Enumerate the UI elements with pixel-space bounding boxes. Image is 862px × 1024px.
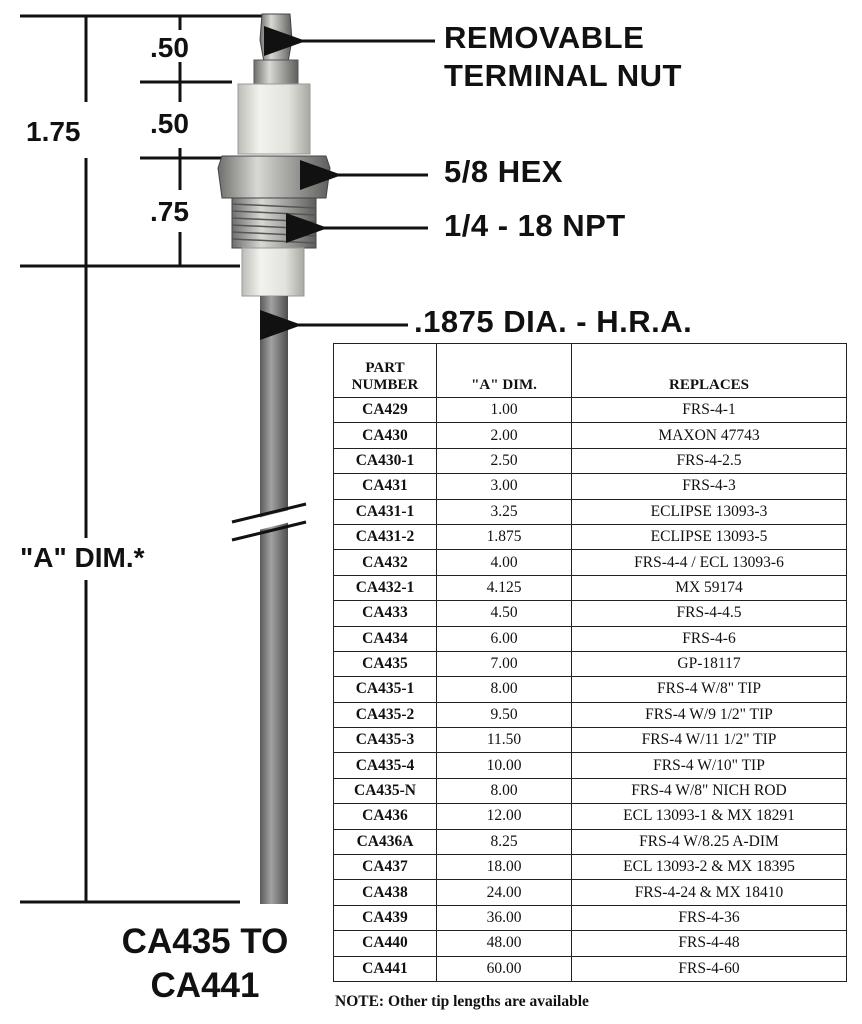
part-number-cell: CA435-1 [334,677,437,702]
a-dim-cell: 12.00 [437,804,572,829]
replaces-cell: FRS-4-4 / ECL 13093-6 [572,550,847,575]
a-dim-cell: 24.00 [437,880,572,905]
replaces-cell: ECLIPSE 13093-3 [572,499,847,524]
hex-label: 5/8 HEX [444,154,563,189]
a-dim-cell: 4.125 [437,575,572,600]
replaces-cell: FRS-4 W/9 1/2" TIP [572,702,847,727]
table-row [334,601,847,626]
dimension-lines [20,16,275,902]
part-number-cell: CA434 [334,626,437,651]
a-dim-cell: 48.00 [437,931,572,956]
part-number-cell: CA441 [334,956,437,981]
replaces-cell: FRS-4 W/11 1/2" TIP [572,728,847,753]
replaces-cell: FRS-4-4.5 [572,601,847,626]
table-row [334,499,847,524]
terminal-nut-label-line1: REMOVABLE [444,20,645,55]
hex-body [218,156,330,198]
replaces-cell: FRS-4-36 [572,905,847,930]
table-row [334,702,847,727]
table-row [334,728,847,753]
table-row [334,524,847,549]
total-height-dimension: 1.75 [26,116,81,147]
header-part-number: PART NUMBER [334,344,437,398]
a-dim-cell: 9.50 [437,702,572,727]
replaces-cell: FRS-4-1 [572,398,847,423]
part-number-cell: CA431-1 [334,499,437,524]
part-number-cell: CA432-1 [334,575,437,600]
a-dim-cell: 18.00 [437,855,572,880]
a-dim-cell: 3.25 [437,499,572,524]
table-row [334,905,847,930]
part-number-cell: CA430-1 [334,448,437,473]
table-row [334,398,847,423]
table-row [334,931,847,956]
electrode-body [218,14,330,904]
table-note: NOTE: Other tip lengths are available [335,993,589,1010]
table-row [334,448,847,473]
table-row [334,880,847,905]
parts-table [333,343,847,982]
a-dim-cell: 2.00 [437,423,572,448]
table-row [334,575,847,600]
a-dim-cell: 3.00 [437,474,572,499]
replaces-cell: FRS-4-6 [572,626,847,651]
replaces-cell: ECL 13093-1 & MX 18291 [572,804,847,829]
a-dim-cell: 7.00 [437,651,572,676]
part-number-cell: CA436A [334,829,437,854]
lower-insulator [242,248,304,296]
table-row [334,550,847,575]
a-dim-cell: 8.00 [437,778,572,803]
table-row [334,677,847,702]
a-dim-cell: 60.00 [437,956,572,981]
table-body [334,398,847,982]
model-range-title-line2: CA441 [150,966,260,1005]
replaces-cell: MAXON 47743 [572,423,847,448]
part-number-cell: CA429 [334,398,437,423]
a-dim-cell: 1.00 [437,398,572,423]
part-number-cell: CA432 [334,550,437,575]
part-number-cell: CA435-4 [334,753,437,778]
replaces-cell: FRS-4-2.5 [572,448,847,473]
table-row [334,778,847,803]
replaces-cell: FRS-4-24 & MX 18410 [572,880,847,905]
terminal-nut-label-line2: TERMINAL NUT [444,58,682,93]
part-number-cell: CA437 [334,855,437,880]
a-dim-cell: 4.00 [437,550,572,575]
model-range-title-line1: CA435 TO [121,922,289,961]
replaces-cell: FRS-4-60 [572,956,847,981]
a-dim-cell: 10.00 [437,753,572,778]
replaces-cell: FRS-4-48 [572,931,847,956]
a-dim-cell: 6.00 [437,626,572,651]
a-dim-cell: 8.25 [437,829,572,854]
table-row [334,423,847,448]
table-row [334,626,847,651]
insulator-dimension: .50 [150,108,189,139]
a-dim-cell: 11.50 [437,728,572,753]
part-number-cell: CA435 [334,651,437,676]
part-number-cell: CA435-3 [334,728,437,753]
table-row [334,855,847,880]
nut-dimension: .50 [150,32,189,63]
part-number-cell: CA435-2 [334,702,437,727]
rod-diameter-label: .1875 DIA. - H.R.A. [414,304,693,339]
table-row [334,753,847,778]
replaces-cell: FRS-4 W/8.25 A-DIM [572,829,847,854]
a-dim-cell: 36.00 [437,905,572,930]
replaces-cell: GP-18117 [572,651,847,676]
replaces-cell: FRS-4 W/8" NICH ROD [572,778,847,803]
table-row [334,956,847,981]
replaces-cell: FRS-4 W/10" TIP [572,753,847,778]
a-dim-cell: 1.875 [437,524,572,549]
npt-label: 1/4 - 18 NPT [444,208,626,243]
replaces-cell: ECL 13093-2 & MX 18395 [572,855,847,880]
electrode-rod [260,296,288,904]
a-dim-cell: 8.00 [437,677,572,702]
a-dim-cell: 2.50 [437,448,572,473]
part-number-cell: CA436 [334,804,437,829]
replaces-cell: FRS-4 W/8" TIP [572,677,847,702]
header-replaces: REPLACES [572,344,847,398]
part-number-cell: CA433 [334,601,437,626]
terminal-nut [260,14,292,62]
part-number-cell: CA435-N [334,778,437,803]
table-header-row [334,344,847,398]
part-number-cell: CA439 [334,905,437,930]
a-dim-cell: 4.50 [437,601,572,626]
part-number-cell: CA431-2 [334,524,437,549]
table-row [334,651,847,676]
part-number-cell: CA440 [334,931,437,956]
table-row [334,804,847,829]
table-row [334,474,847,499]
part-number-cell: CA438 [334,880,437,905]
replaces-cell: ECLIPSE 13093-5 [572,524,847,549]
part-number-cell: CA430 [334,423,437,448]
upper-insulator [238,84,310,154]
replaces-cell: MX 59174 [572,575,847,600]
replaces-cell: FRS-4-3 [572,474,847,499]
header-a-dim: "A" DIM. [437,344,572,398]
table-row [334,829,847,854]
nut-base [254,60,298,84]
a-dimension-label: "A" DIM.* [20,542,145,573]
part-number-cell: CA431 [334,474,437,499]
thread-dimension: .75 [150,196,189,227]
